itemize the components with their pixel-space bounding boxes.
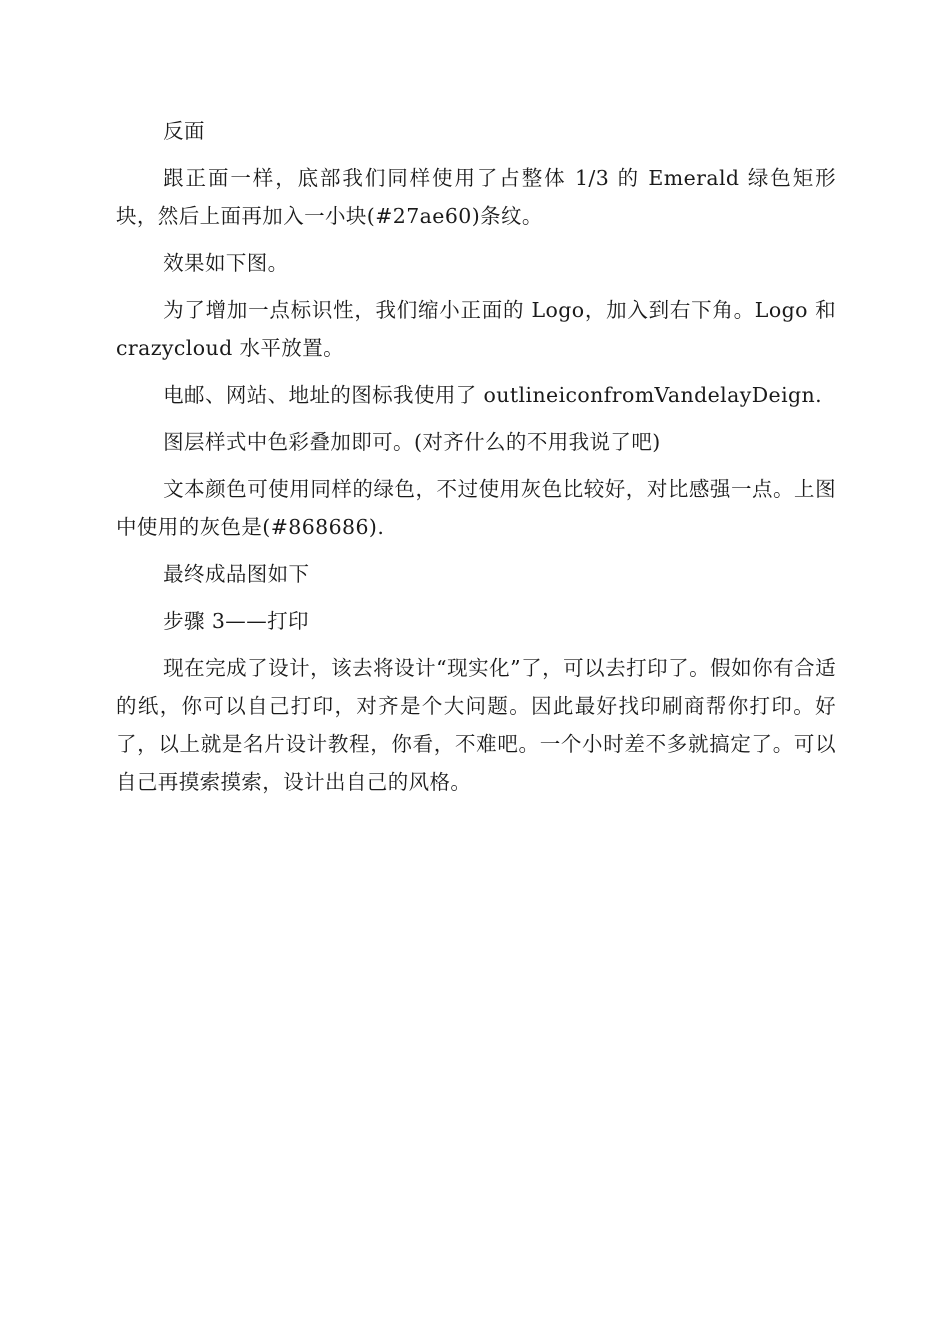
heading-step-3-print: 步骤 3——打印 bbox=[163, 609, 309, 633]
paragraph-icons: 电邮、网站、地址的图标我使用了 outlineiconfromVandelayDeign. bbox=[163, 383, 823, 407]
paragraph-bottom-block: 跟正面一样，底部我们同样使用了占整体 1/3 的 Emerald 绿色矩形块，然后上面再加入一小块(#27ae60)条纹。 bbox=[116, 166, 836, 228]
paragraph-text-color: 文本颜色可使用同样的绿色，不过使用灰色比较好，对比感强一点。上图中使用的灰色是(#868686). bbox=[116, 477, 836, 539]
paragraph-printing: 现在完成了设计，该去将设计“现实化”了，可以去打印了。假如你有合适的纸，你可以自己打印，对齐是个大问题。因此最好找印刷商帮你打印。好了，以上就是名片设计教程，你看，不难吧。一个小时差不多就搞定了。可以自己再摸索摸索，设计出自己的风格。 bbox=[116, 656, 836, 794]
paragraph-effect-note: 效果如下图。 bbox=[163, 251, 289, 275]
paragraph-layer-style: 图层样式中色彩叠加即可。(对齐什么的不用我说了吧) bbox=[163, 430, 661, 454]
document-body bbox=[116, 112, 836, 810]
paragraph-final-result: 最终成品图如下 bbox=[163, 562, 310, 586]
heading-back-side: 反面 bbox=[163, 119, 205, 143]
paragraph-logo-placement: 为了增加一点标识性，我们缩小正面的 Logo，加入到右下角。Logo 和 crazycloud 水平放置。 bbox=[116, 298, 836, 360]
